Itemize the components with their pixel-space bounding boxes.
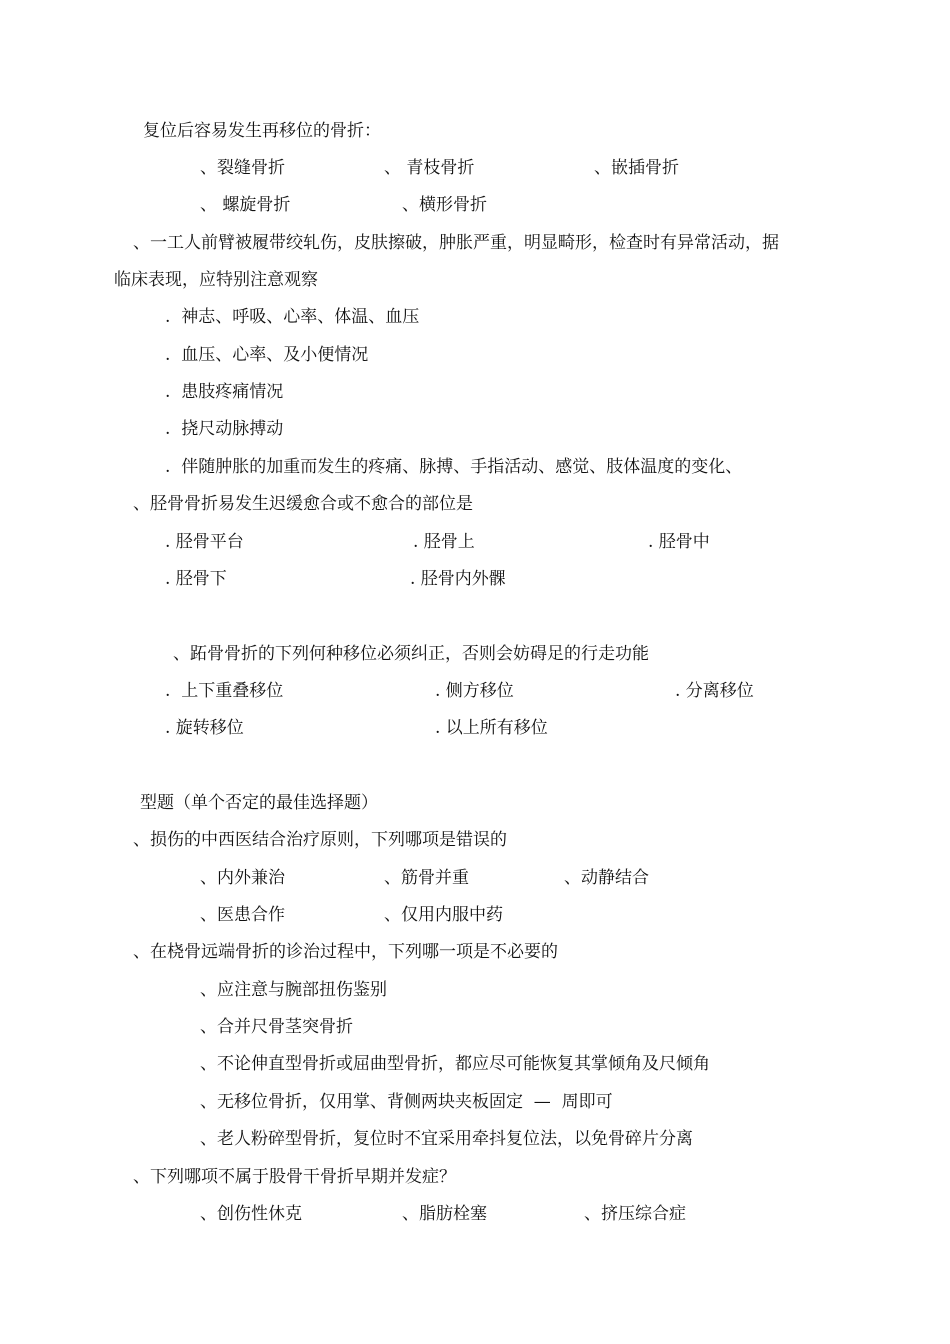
question-1-stem: 复位后容易发生再移位的骨折： <box>143 121 381 141</box>
question-5-option-c: 、动静结合 <box>564 868 649 888</box>
question-1-option-b: 、 青枝骨折 <box>384 158 475 178</box>
question-2-option-e: . 伴随肿胀的加重而发生的疼痛、脉搏、手指活动、感觉、肢体温度的变化、 <box>165 457 743 477</box>
question-3-option-d: . 胫骨下 <box>165 569 227 589</box>
question-6-option-a: 、应注意与腕部扭伤鉴别 <box>200 980 387 1000</box>
question-6-option-d: 、无移位骨折，仅用掌、背侧两块夹板固定 — 周即可 <box>200 1092 613 1112</box>
question-3-option-b: . 胫骨上 <box>413 532 475 552</box>
question-4-option-d: . 旋转移位 <box>165 718 244 738</box>
question-4-option-a: . 上下重叠移位 <box>165 681 284 701</box>
question-2-stem-line2: 临床表现，应特别注意观察 <box>114 270 318 290</box>
question-1-option-a: 、裂缝骨折 <box>200 158 285 178</box>
question-3-stem: 、胫骨骨折易发生迟缓愈合或不愈合的部位是 <box>133 494 473 514</box>
question-3-option-e: . 胫骨内外髁 <box>410 569 506 589</box>
question-4-option-c: . 分离移位 <box>675 681 754 701</box>
question-5-option-e: 、仅用内服中药 <box>384 905 503 925</box>
question-4-option-e: . 以上所有移位 <box>435 718 548 738</box>
section-title: 型题（单个否定的最佳选择题） <box>140 793 378 813</box>
question-5-option-b: 、筋骨并重 <box>384 868 469 888</box>
question-5-stem: 、损伤的中西医结合治疗原则，下列哪项是错误的 <box>133 830 507 850</box>
question-3-option-c: . 胫骨中 <box>648 532 710 552</box>
question-2-option-a: . 神志、呼吸、心率、体温、血压 <box>165 307 420 327</box>
question-6-stem: 、在桡骨远端骨折的诊治过程中，下列哪一项是不必要的 <box>133 942 558 962</box>
question-4-stem: 、跖骨骨折的下列何种移位必须纠正，否则会妨碍足的行走功能 <box>173 644 649 664</box>
question-6-option-b: 、合并尺骨茎突骨折 <box>200 1017 353 1037</box>
question-4-option-b: . 侧方移位 <box>435 681 514 701</box>
question-2-option-d: . 挠尺动脉搏动 <box>165 419 284 439</box>
question-1-option-c: 、嵌插骨折 <box>594 158 679 178</box>
question-2-stem-line1: 、一工人前臂被履带绞轧伤，皮肤擦破，肿胀严重，明显畸形，检查时有异常活动，据 <box>133 233 779 253</box>
question-7-option-c: 、挤压综合症 <box>584 1204 686 1224</box>
question-7-stem: 、下列哪项不属于股骨干骨折早期并发症？ <box>133 1167 456 1187</box>
question-2-option-c: . 患肢疼痛情况 <box>165 382 284 402</box>
question-2-option-b: . 血压、心率、及小便情况 <box>165 345 369 365</box>
question-7-option-b: 、脂肪栓塞 <box>402 1204 487 1224</box>
question-5-option-a: 、内外兼治 <box>200 868 285 888</box>
question-6-option-c: 、不论伸直型骨折或屈曲型骨折，都应尽可能恢复其掌倾角及尺倾角 <box>200 1054 710 1074</box>
question-7-option-a: 、创伤性休克 <box>200 1204 302 1224</box>
question-6-option-e: 、老人粉碎型骨折，复位时不宜采用牵抖复位法，以免骨碎片分离 <box>200 1129 693 1149</box>
question-1-option-d: 、 螺旋骨折 <box>200 195 291 215</box>
question-5-option-d: 、医患合作 <box>200 905 285 925</box>
question-1-option-e: 、横形骨折 <box>402 195 487 215</box>
question-3-option-a: . 胫骨平台 <box>165 532 244 552</box>
